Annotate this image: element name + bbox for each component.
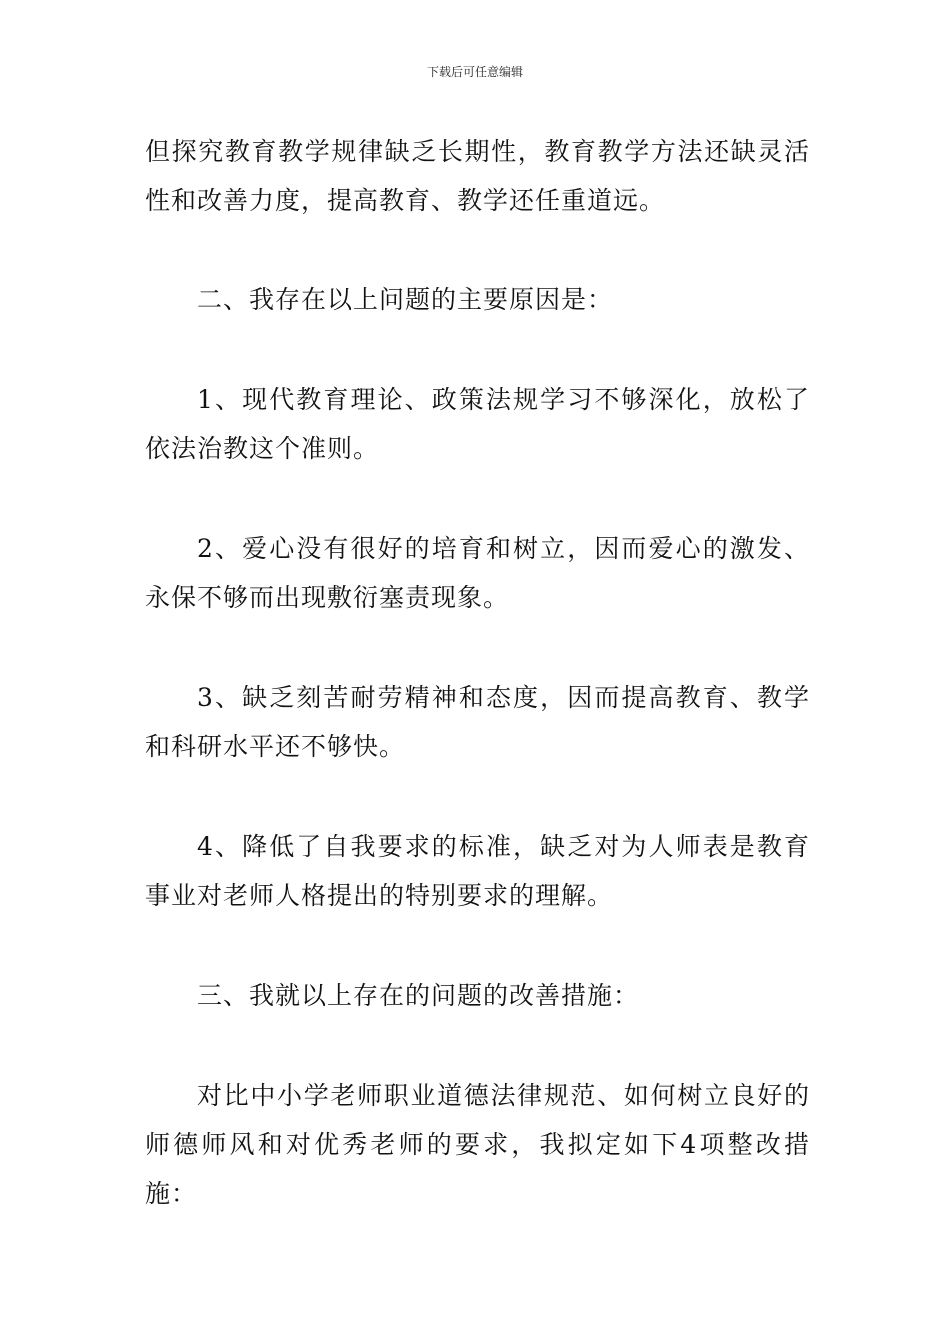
- cause-item-2: 2、爱心没有很好的培育和树立，因而爱心的激发、永保不够而出现敷衍塞责现象。: [145, 534, 810, 612]
- cause-item-3: 3、缺乏刻苦耐劳精神和态度，因而提高教育、教学和科研水平还不够快。: [145, 683, 810, 761]
- page-header-watermark: 下载后可任意编辑: [426, 65, 523, 79]
- paragraph-continuation: 但探究教育教学规律缺乏长期性，教育教学方法还缺灵活性和改善力度，提高教育、教学还任重道远。: [145, 137, 810, 215]
- cause-item-1: 1、现代教育理论、政策法规学习不够深化，放松了依法治教这个准则。: [145, 385, 810, 463]
- document-body: [145, 127, 810, 1218]
- measures-intro-paragraph: 对比中小学老师职业道德法律规范、如何树立良好的师德师风和对优秀老师的要求，我拟定如下4项整改措施：: [145, 1081, 810, 1208]
- section-heading-measures: 三、我就以上存在的问题的改善措施：: [197, 981, 640, 1010]
- cause-item-4: 4、降低了自我要求的标准，缺乏对为人师表是教育事业对老师人格提出的特别要求的理解。: [145, 832, 810, 910]
- section-heading-causes: 二、我存在以上问题的主要原因是：: [197, 285, 614, 314]
